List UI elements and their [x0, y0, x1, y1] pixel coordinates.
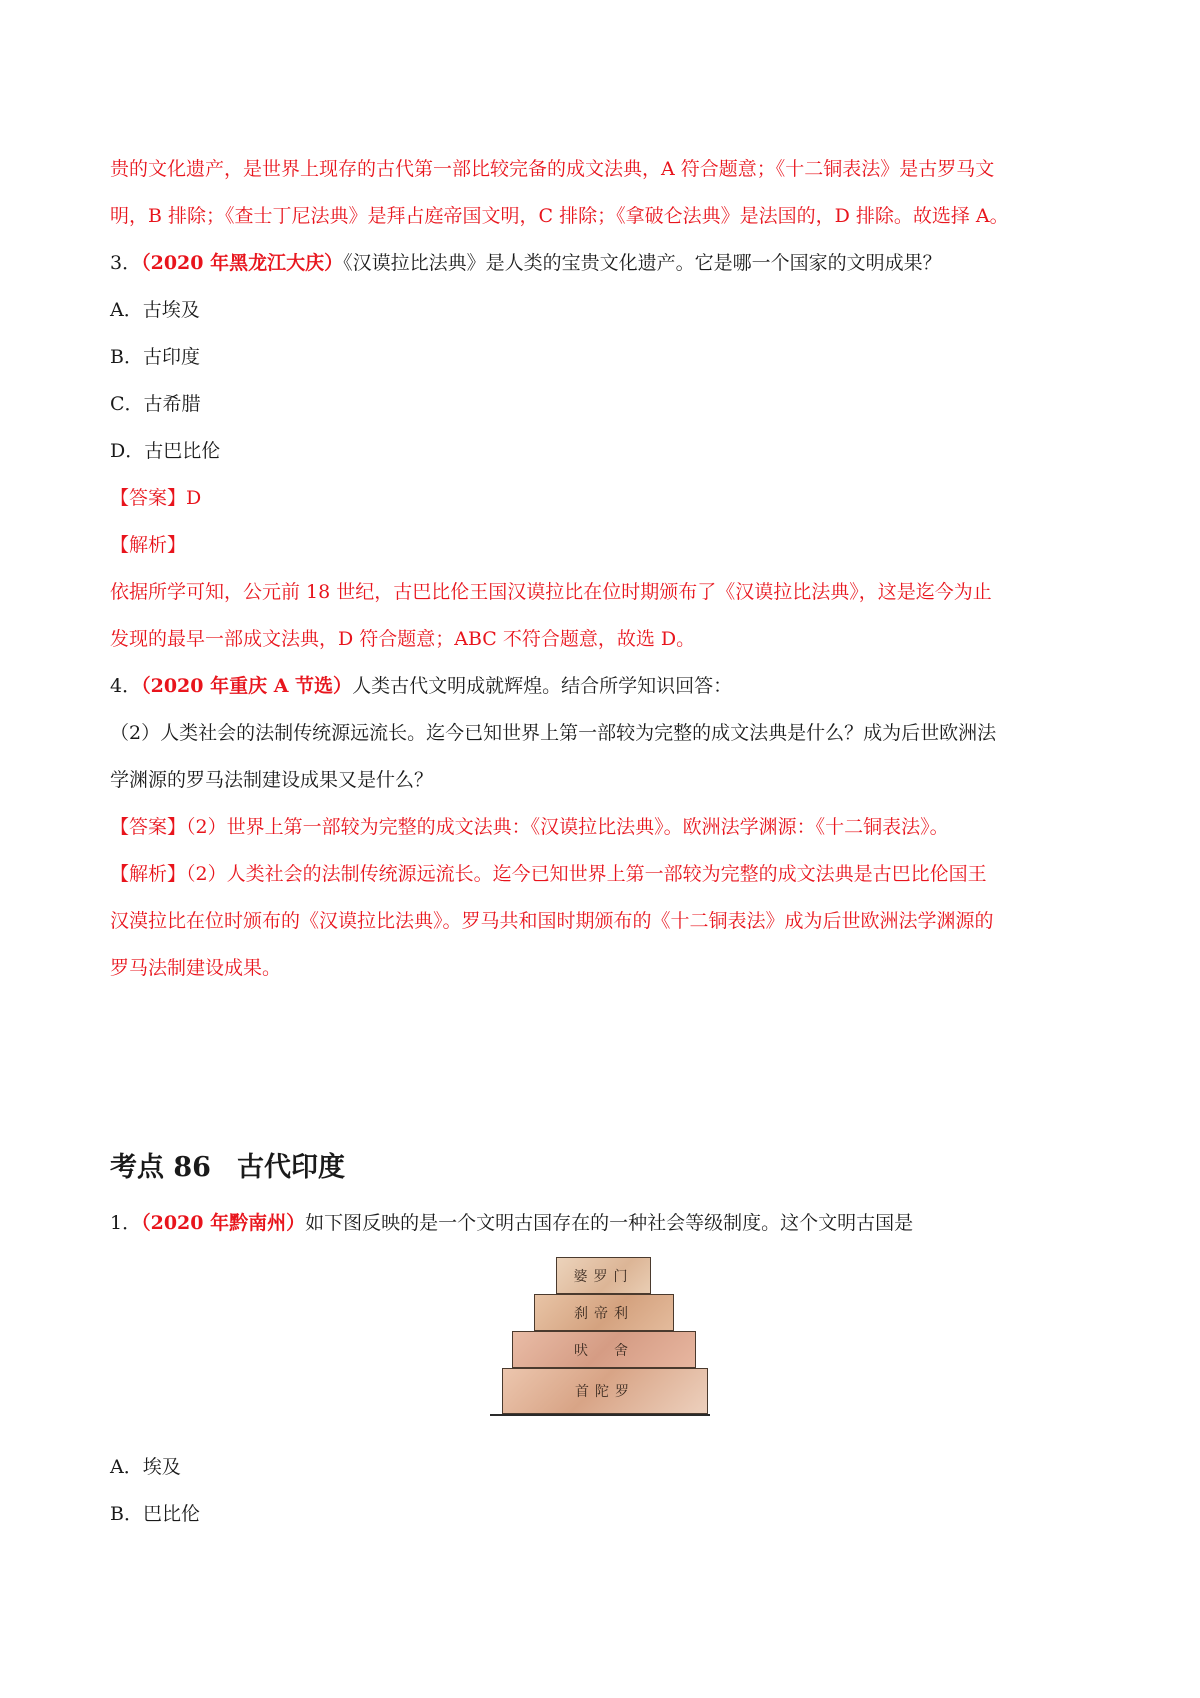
analysis-label: 【解析】 [110, 534, 187, 556]
question-number: 3． [110, 252, 142, 274]
sub-question-line: 学渊源的罗马法制建设成果又是什么？ [110, 769, 434, 791]
question-number: 1． [110, 1212, 142, 1234]
section-title: 古代印度 [236, 1152, 345, 1183]
section-heading [110, 1150, 345, 1186]
question-4 [110, 673, 1100, 699]
caste-pyramid-figure [490, 1257, 710, 1424]
question-source: （2020 年黔南州） [141, 1212, 306, 1234]
analysis-line: 罗马法制建设成果。 [110, 957, 282, 979]
question-source: （2020 年黑龙江大庆） [141, 252, 344, 274]
analysis-line: 发现的最早一部成文法典，D 符合题意；ABC 不符合题意，故选 D。 [110, 628, 696, 650]
analysis-line: 依据所学可知，公元前 18 世纪，古巴比伦王国汉谟拉比在位时期颁布了《汉谟拉比法典》，这是迄今为止 [110, 581, 992, 603]
analysis-line: 【解析】（2）人类社会的法制传统源远流长。迄今已知世界上第一部较为完整的成文法典是古巴比伦国王 [110, 863, 987, 885]
question-text: 《汉谟拉比法典》是人类的宝贵文化遗产。它是哪一个国家的文明成果？ [343, 252, 942, 274]
analysis-line: 明，B 排除；《查士丁尼法典》是拜占庭帝国文明，C 排除；《拿破仑法典》是法国的，D 排除。故选择 A。 [110, 205, 1009, 227]
question-text: 如下图反映的是一个文明古国存在的一种社会等级制度。这个文明古国是 [305, 1212, 914, 1234]
analysis-line: 汉漠拉比在位时颁布的《汉谟拉比法典》。罗马共和国时期颁布的《十二铜表法》成为后世欧洲法学渊源的 [110, 910, 994, 932]
pyramid-tier-vaishya: 吠 舍 [512, 1331, 696, 1368]
question-text: 人类古代文明成就辉煌。结合所学知识回答： [352, 675, 733, 697]
option-a: A．古埃及 [110, 299, 200, 321]
question-3 [110, 250, 1100, 276]
sub-question-line: （2）人类社会的法制传统源远流长。迄今已知世界上第一部较为完整的成文法典是什么？成为后世欧洲法 [110, 722, 997, 744]
option-a: A．埃及 [110, 1456, 181, 1478]
answer: 【答案】（2）世界上第一部较为完整的成文法典：《汉谟拉比法典》。欧洲法学渊源：《十二铜表法》。 [110, 816, 949, 838]
analysis-line: 贵的文化遗产，是世界上现存的古代第一部比较完备的成文法典，A 符合题意；《十二铜表法》是古罗马文 [110, 158, 995, 180]
pyramid-tier-kshatriya: 刹帝利 [534, 1294, 674, 1331]
section-label: 考点 86 [110, 1152, 211, 1183]
question-number: 4． [110, 675, 142, 697]
pyramid-tier-shudra: 首陀罗 [502, 1368, 708, 1414]
option-d: D．古巴比伦 [110, 440, 221, 462]
option-b: B．巴比伦 [110, 1503, 200, 1525]
answer: 【答案】D [110, 487, 202, 509]
question-source: （2020 年重庆 A 节选） [141, 675, 353, 697]
pyramid-tier-brahmin: 婆罗门 [556, 1257, 651, 1294]
option-b: B．古印度 [110, 346, 200, 368]
pyramid-ground-line [490, 1414, 710, 1416]
question-1 [110, 1210, 1100, 1236]
option-c: C．古希腊 [110, 393, 201, 415]
